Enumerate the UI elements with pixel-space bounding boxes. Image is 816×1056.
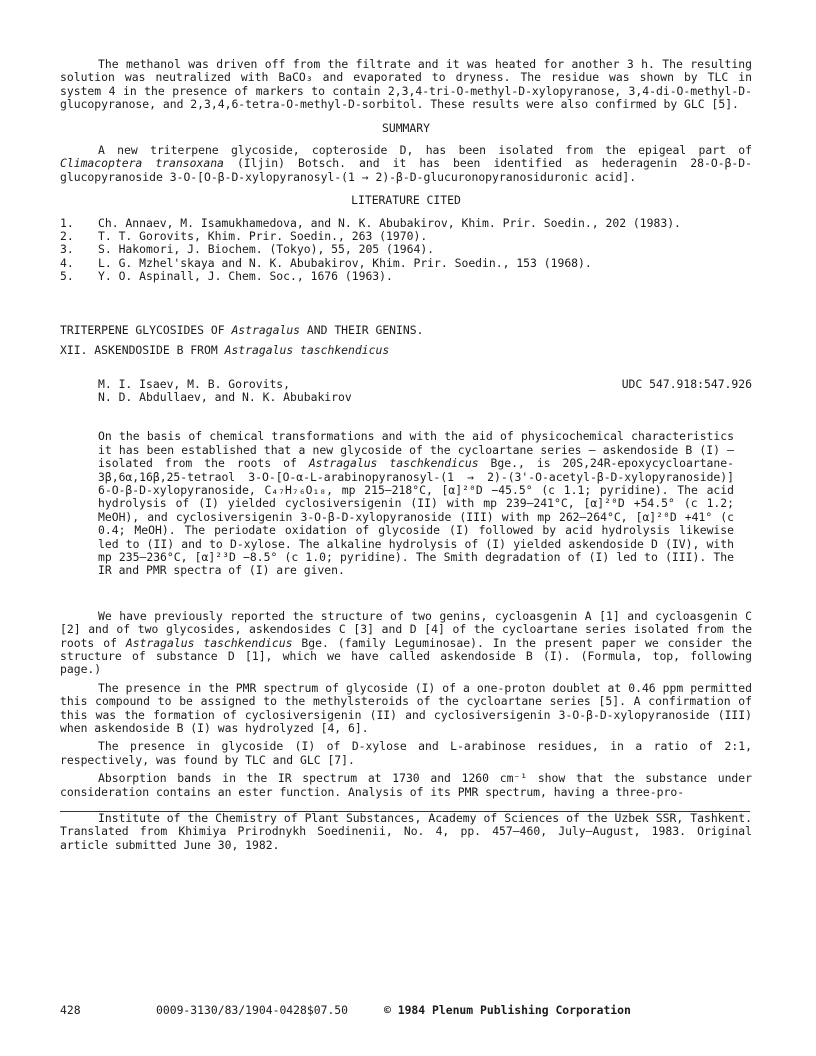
abstract-species: Astragalus taschkendicus bbox=[308, 456, 479, 471]
summary-text-2: (Iljin) Botsch. and it has been identified as hederagenin 28-O-β-D-glucopyranoside 3-O-[O-β-D-xylopyranosyl-(1 → 2)-β-D-glucuronopyranosiduronic acid]. bbox=[60, 156, 752, 184]
body-paragraph-2: The presence in the PMR spectrum of glycoside (I) of a one-proton doublet at 0.46 ppm permitted this compound to be assigned to the methylsteroids of the cycloartane series [5]. A confirmation of this was the formation of cyclosiversigenin (II) and cyclosiversigenin 3-O-β-D-xylopyranoside (III) when askendoside B (I) was hydrolyzed [4, 6]. bbox=[60, 680, 752, 736]
authors-row bbox=[98, 378, 752, 391]
article-title-line-1 bbox=[60, 324, 752, 337]
body-p1-text-1: We have previously reported the structure of two genins, cycloasgenin A [1] and cycloasgenin C [2] and of two glycosides, askendosides C [3] and D [4] of the cycloartane series isolated from the roots of bbox=[60, 608, 752, 650]
page-content bbox=[60, 58, 752, 852]
reference-item bbox=[60, 230, 752, 243]
title-species: Astragalus taschkendicus bbox=[224, 343, 390, 358]
page-number: 428 bbox=[60, 1003, 81, 1017]
reference-number: 5. bbox=[60, 269, 74, 284]
body-paragraph-1 bbox=[60, 610, 752, 677]
reference-text: L. G. Mzhel'skaya and N. K. Abubakirov, Khim. Prir. Soedin., 153 (1968). bbox=[98, 255, 592, 270]
body-paragraph-3: The presence in glycoside (I) of D-xylose and L-arabinose residues, in a ratio of 2:1, respectively, was found by TLC and GLC [7]. bbox=[60, 739, 752, 767]
article-title-line-2 bbox=[60, 344, 752, 357]
reference-list bbox=[60, 217, 752, 284]
copyright: © 1984 Plenum Publishing Corporation bbox=[384, 1003, 631, 1017]
title-suffix: AND THEIR GENINS. bbox=[300, 322, 424, 337]
authors-line-1: M. I. Isaev, M. B. Gorovits, bbox=[98, 376, 291, 391]
reference-number: 4. bbox=[60, 255, 74, 270]
summary-species: Climacoptera transoxana bbox=[60, 156, 224, 171]
summary-paragraph bbox=[60, 144, 752, 184]
reference-number: 1. bbox=[60, 215, 74, 230]
abstract-paragraph bbox=[98, 430, 734, 577]
reference-item bbox=[60, 217, 752, 230]
footnote: Institute of the Chemistry of Plant Substances, Academy of Sciences of the Uzbek SSR, Tashkent. Translated from Khimiya Prirodnykh Soedinenii, No. 4, pp. 457–460, July–August, 1983. Original article submitted June 30, 1982. bbox=[60, 811, 752, 852]
reference-item bbox=[60, 270, 752, 283]
literature-heading: LITERATURE CITED bbox=[351, 193, 461, 208]
title-prefix: TRITERPENE GLYCOSIDES OF bbox=[60, 322, 232, 337]
page-footer bbox=[60, 1004, 752, 1017]
title-genus: Astragalus bbox=[231, 322, 301, 337]
summary-text-1: A new triterpene glycoside, copteroside D, has been isolated from the epigeal part of bbox=[98, 143, 752, 158]
summary-heading: SUMMARY bbox=[381, 120, 430, 135]
body-p1-species: Astragalus taschkendicus bbox=[125, 635, 293, 650]
abstract-text-2: Bge., is 20S,24R-epoxycycloartane-3β,6α,16β,25-tetraol 3-O-[O-α-L-arabinopyranosyl-(1 → 2)-(3'-O-acetyl-β-D-xylopyranoside)] 6-O-β-D-xylopyranoside, C₄₇H₇₆O₁₈, mp 215–218°C, [α]²⁰D −45.5° (c 1.1; pyridine). The acid hydrolysis of (I) yielded cyclosiversigenin (II) with mp 239–241°C, [α]²⁰D +54.5° (c 1.2; MeOH), and cyclosiversigenin 3-O-β-D-xylopyranoside (III) with mp 262–264°C, [α]²⁰D +41° (c 0.4; MeOH). The periodate oxidation of glycoside (I) followed by acid hydrolysis likewise led to (II) and to D-xylose. The alkaline hydrolysis of (I) yielded askendoside D (IV), with mp 235–236°C, [α]²³D −8.5° (c 1.0; pyridine). The Smith degradation of (I) led to (III). The IR and PMR spectra of (I) are given. bbox=[98, 456, 734, 578]
authors-row-2 bbox=[98, 391, 752, 404]
reference-text: T. T. Gorovits, Khim. Prir. Soedin., 263 (1970). bbox=[98, 229, 428, 244]
reference-text: Ch. Annaev, M. Isamukhamedova, and N. K. Abubakirov, Khim. Prir. Soedin., 202 (1983). bbox=[98, 215, 681, 230]
authors-line-2: N. D. Abdullaev, and N. K. Abubakirov bbox=[98, 389, 352, 404]
abstract-text-1: On the basis of chemical transformations and with the aid of physicochemical characteristics it has been established that a new glycoside of the cycloartane series — askendoside B (I) — isolated from the roots of bbox=[98, 429, 734, 471]
reference-item bbox=[60, 257, 752, 270]
reference-text: S. Hakomori, J. Biochem. (Tokyo), 55, 205 (1964). bbox=[98, 242, 435, 257]
top-paragraph: The methanol was driven off from the filtrate and it was heated for another 3 h. The resulting solution was neutralized with BaCO₃ and evaporated to dryness. The residue was shown by TLC in system 4 in the presence of markers to contain 2,3,4-tri-O-methyl-D-xylopyranose, 3,4-di-O-methyl-D-glucopyranose, and 2,3,4,6-tetra-O-methyl-D-sorbitol. These results were also confirmed by GLC [5]. bbox=[60, 57, 752, 112]
body-p1-text-2: Bge. (family Leguminosae). In the present paper we consider the structure of substance D [1], which we have called askendoside B (I). (Formula, top, following page.) bbox=[60, 635, 752, 677]
reference-text: Y. O. Aspinall, J. Chem. Soc., 1676 (1963). bbox=[98, 269, 393, 284]
reference-item bbox=[60, 243, 752, 256]
title-line2-prefix: XII. ASKENDOSIDE B FROM bbox=[60, 343, 225, 358]
reference-number: 3. bbox=[60, 242, 74, 257]
udc-code: UDC 547.918:547.926 bbox=[621, 376, 752, 391]
article-code: 0009-3130/83/1904-0428$07.50 bbox=[156, 1003, 349, 1017]
reference-number: 2. bbox=[60, 229, 74, 244]
body-paragraph-4: Absorption bands in the IR spectrum at 1730 and 1260 cm⁻¹ show that the substance under consideration contains an ester function. Analysis of its PMR spectrum, having a three-pro- bbox=[60, 771, 752, 799]
